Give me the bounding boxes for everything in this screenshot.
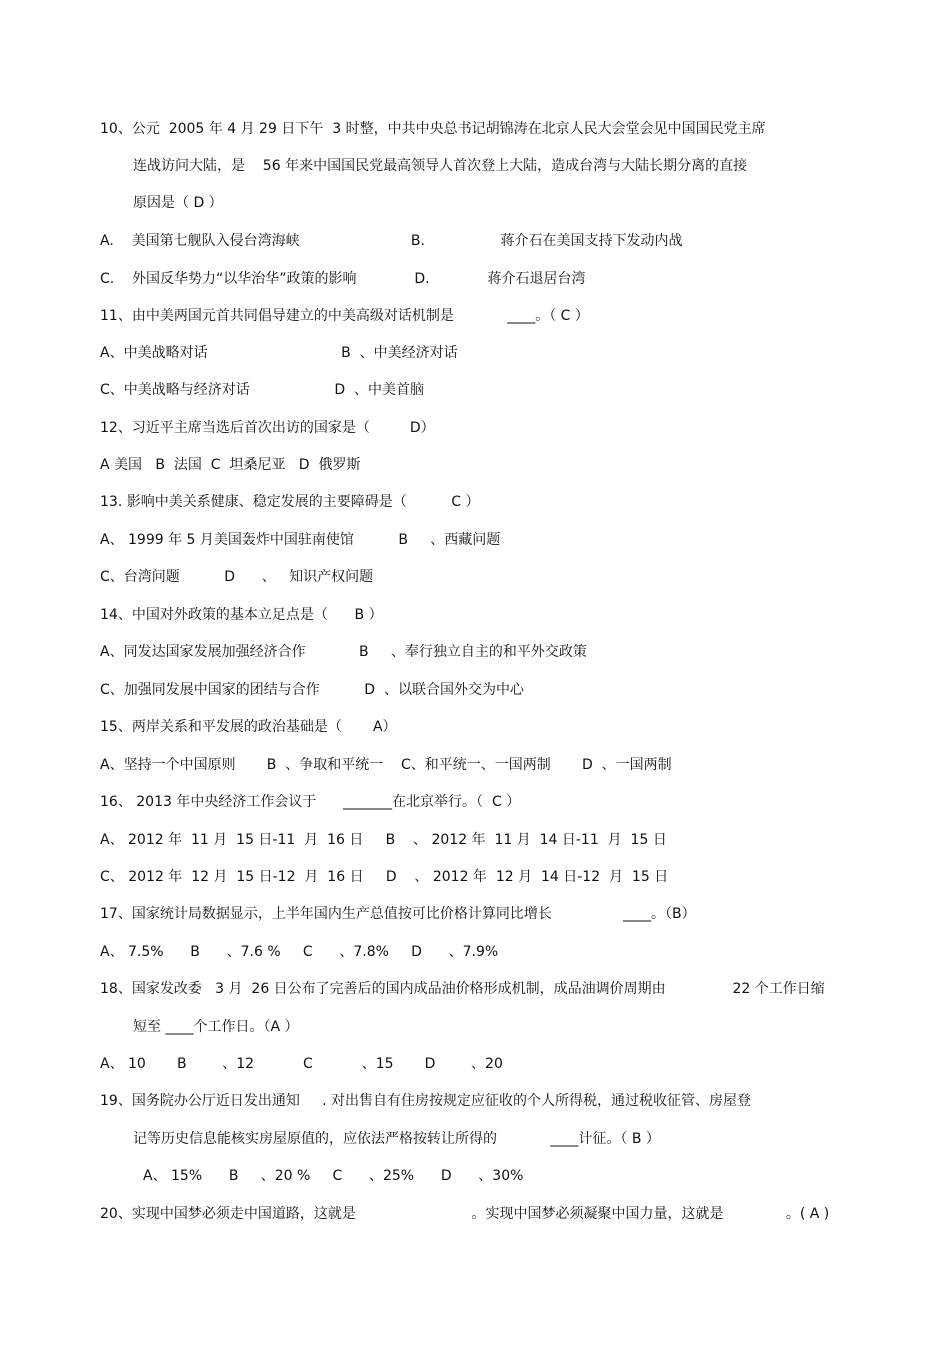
q11-options-cd: C、中美战略与经济对话 D 、中美首脑 [100,382,425,398]
q20-question: 20、实现中国梦必须走中国道路，这就是 。实现中国梦必须凝聚中国力量，这就是 。( A ) [100,1206,830,1222]
q17-options: A、 7.5% B 、7.6 % C 、7.8% D 、7.9% [100,944,499,960]
q13-options-cd: C、台湾问题 D 、 知识产权问题 [100,569,374,585]
q18-line-1: 18、国家发改委 3 月 26 日公布了完善后的国内成品油价格形成机制，成品油调价周期由 22 个工作日缩 [100,981,825,997]
q11-question: 11、由中美两国元首共同倡导建立的中美高级对话机制是 ____。（ C ） [100,308,589,324]
q17-question: 17、国家统计局数据显示，上半年国内生产总值按可比价格计算同比增长 ____。（B） [100,906,696,922]
q12-options: A 美国 B 法国 C 坦桑尼亚 D 俄罗斯 [100,457,361,473]
q14-question: 14、中国对外政策的基本立足点是（ B ） [100,607,383,623]
q16-question: 16、 2013 年中央经济工作会议于 _______在北京举行。（ C ） [100,794,521,810]
q18-options: A、 10 B 、12 C 、15 D 、20 [100,1056,503,1072]
q16-options-ab: A、 2012 年 11 月 15 日-11 月 16 日 B 、 2012 年 11 月 14 日-11 月 15 日 [100,832,667,848]
q10-line-2: 连战访问大陆，是 56 年来中国国民党最高领导人首次登上大陆，造成台湾与大陆长期分离的直接 [133,158,748,174]
q15-question: 15、两岸关系和平发展的政治基础是（ A） [100,719,397,735]
q14-options-cd: C、加强同发展中国家的团结与合作 D 、以联合国外交为中心 [100,682,524,698]
q11-options-ab: A、中美战略对话 B 、中美经济对话 [100,345,458,361]
q19-line-1: 19、国务院办公厅近日发出通知 . 对出售自有住房按规定应征收的个人所得税，通过税收征管、房屋登 [100,1093,751,1109]
q19-line-2: 记等历史信息能核实房屋原值的，应依法严格按转让所得的 ____计征。（ B ） [133,1131,660,1147]
q10-line-3: 原因是（ D ） [133,195,223,211]
q10-options-ab: A. 美国第七舰队入侵台湾海峡 B. 蒋介石在美国支持下发动内战 [100,233,683,249]
q19-options: A、 15% B 、20 % C 、25% D 、30% [143,1168,524,1184]
q18-line-2: 短至 ____个工作日。（A ） [133,1019,299,1035]
q12-question: 12、习近平主席当选后首次出访的国家是（ D） [100,420,435,436]
q13-options-ab: A、 1999 年 5 月美国轰炸中国驻南使馆 B 、西藏问题 [100,532,501,548]
q13-question: 13. 影响中美关系健康、稳定发展的主要障碍是（ C ） [100,494,480,510]
q16-options-cd: C、 2012 年 12 月 15 日-12 月 16 日 D 、 2012 年 12 月 14 日-12 月 15 日 [100,869,669,885]
q10-line-1: 10、公元 2005 年 4 月 29 日下午 3 时整，中共中央总书记胡锦涛在北京人民大会堂会见中国国民党主席 [100,121,766,137]
q10-options-cd: C. 外国反华势力“以华治华”政策的影响 D. 蒋介石退居台湾 [100,271,586,287]
q14-options-ab: A、同发达国家发展加强经济合作 B 、奉行独立自主的和平外交政策 [100,644,587,660]
q15-options: A、坚持一个中国原则 B 、争取和平统一 C、和平统一、一国两制 D 、一国两制 [100,757,672,773]
